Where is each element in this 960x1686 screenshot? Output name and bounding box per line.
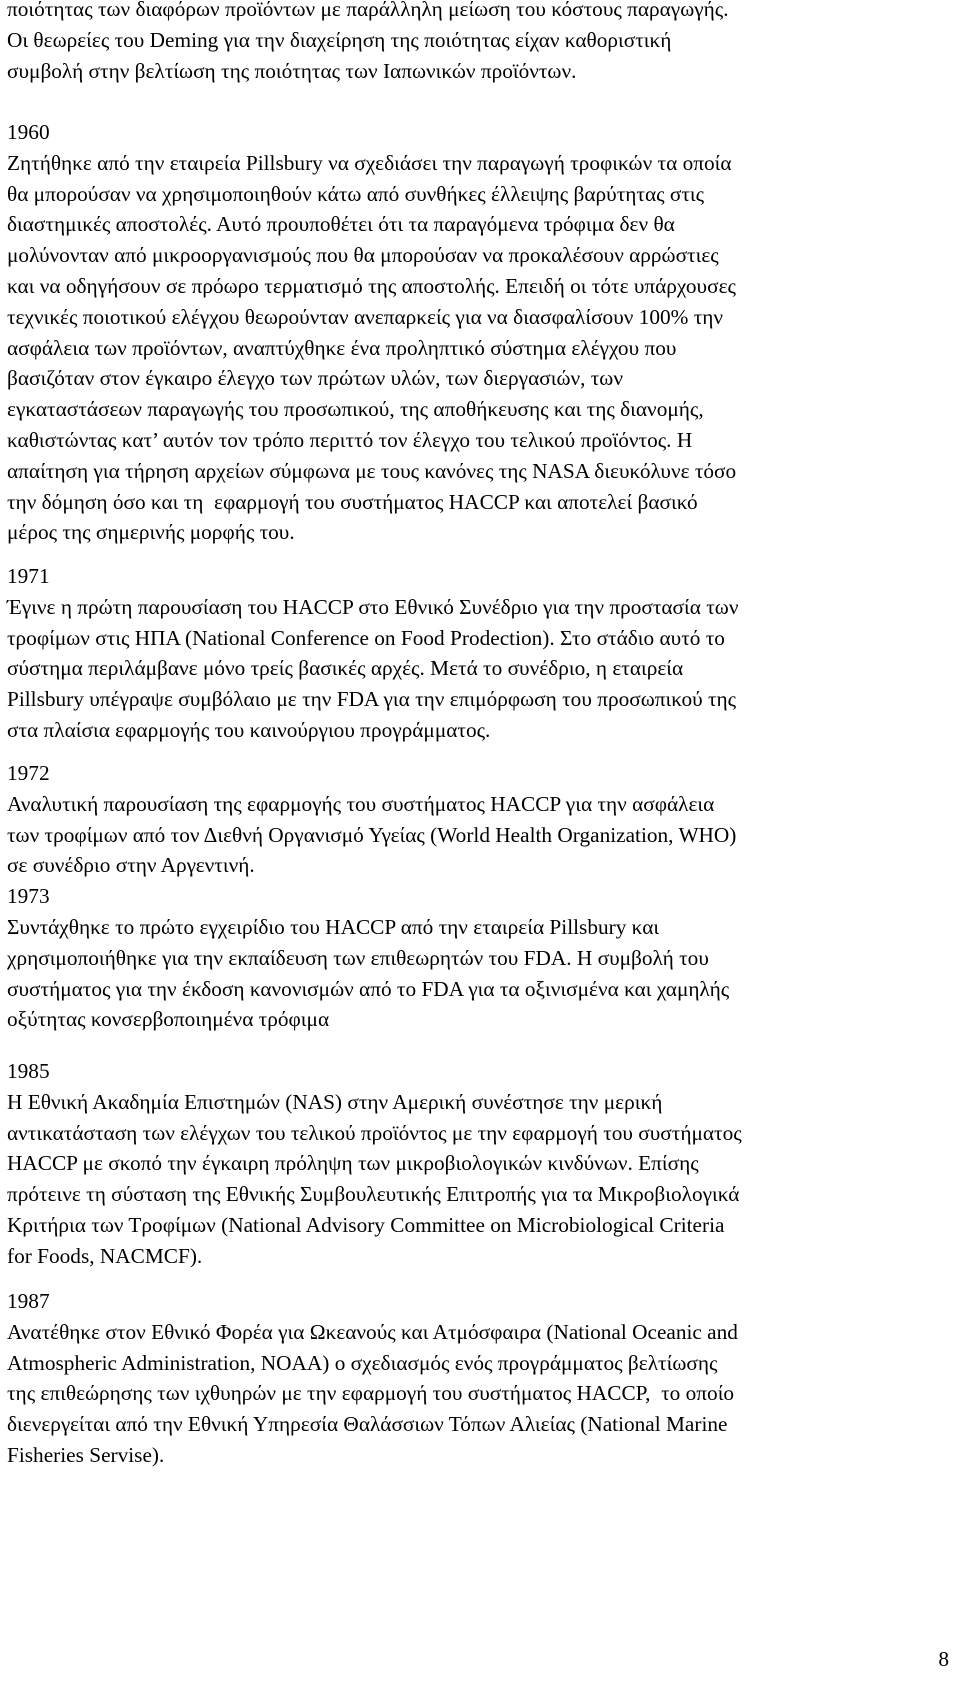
text-line: Αναλυτική παρουσίαση της εφαρμογής του συστήματος HACCP για την ασφάλεια — [7, 791, 715, 816]
text-line: στα πλαίσια εφαρμογής του καινούργιου προγράμματος. — [7, 717, 491, 742]
intro-paragraph — [7, 0, 729, 86]
text-line: μέρος της σημερινής μορφής του. — [7, 520, 295, 545]
text-line: συστήματος για την έκδοση κανονισμών από το FDA για τα οξινισμένα και χαμηλής — [7, 976, 730, 1001]
section-1972 — [7, 758, 736, 1035]
text-line: Έγινε η πρώτη παρουσίαση του HACCP στο Εθνικό Συνέδριο για την προστασία των — [7, 594, 739, 619]
text-line: ασφάλεια των προϊόντων, αναπτύχθηκε ένα προληπτικό σύστημα ελέγχου που — [7, 335, 677, 360]
text-line: HACCP με σκοπό την έγκαιρη πρόληψη των μικροβιολογικών κινδύνων. Επίσης — [7, 1151, 699, 1176]
text-line: for Foods, NACMCF). — [7, 1243, 203, 1268]
year-heading: 1960 — [7, 120, 50, 144]
text-line: απαίτηση για τήρηση αρχείων σύμφωνα με τους κανόνες της NASA διευκόλυνε τόσο — [7, 458, 737, 483]
text-line: πρότεινε τη σύσταση της Εθνικής Συμβουλευτικής Επιτροπής για τα Μικροβιολογικά — [7, 1182, 740, 1207]
text-line: χρησιμοποιήθηκε για την εκπαίδευση των επιθεωρητών του FDA. Η συμβολή του — [7, 945, 709, 970]
page-number: 8 — [938, 1647, 949, 1671]
text-line: Pillsbury υπέγραψε συμβόλαιο με την FDA για την επιμόρφωση του προσωπικού της — [7, 687, 737, 712]
text-line: Κριτήρια των Τροφίμων (National Advisory Committee on Microbiological Criteria — [7, 1212, 725, 1237]
year-heading: 1972 — [7, 761, 50, 785]
text-line: Οι θεωρείες του Deming για την διαχείρηση της ποιότητας είχαν καθοριστική — [7, 27, 672, 52]
text-line: αντικατάσταση των ελέγχων του τελικού προϊόντος με την εφαρμογή του συστήματος — [7, 1120, 742, 1145]
text-line: και να οδηγήσουν σε πρόωρο τερματισμό της αποστολής. Επειδή οι τότε υπάρχουσες — [7, 273, 736, 298]
text-line: Atmospheric Administration, NOAA) ο σχεδιασμός ενός προγράμματος βελτίωσης — [7, 1350, 718, 1375]
text-line: εγκαταστάσεων παραγωγής του προσωπικού, της αποθήκευσης και της διανομής, — [7, 397, 704, 422]
text-line: Ζητήθηκε από την εταιρεία Pillsbury να σχεδιάσει την παραγωγή τροφικών τα οποία — [7, 150, 732, 175]
text-line: Ανατέθηκε στον Εθνικό Φορέα για Ωκεανούς και Ατμόσφαιρα (National Oceanic and — [7, 1319, 738, 1344]
text-line: σύστημα περιλάμβανε μόνο τρείς βασικές αρχές. Μετά το συνέδριο, η εταιρεία — [7, 656, 684, 681]
text-line: διαστημικές αποστολές. Αυτό προυποθέτει ότι τα παραγόμενα τρόφιμα δεν θα — [7, 212, 675, 237]
text-line: ποιότητας των διαφόρων προϊόντων με παράλληλη μείωση του κόστους παραγωγής. — [7, 0, 729, 21]
section-1971 — [7, 561, 738, 746]
text-line: της επιθεώρησης των ιχθυηρών με την εφαρμογή του συστήματος HACCP, το οποίο — [7, 1381, 735, 1406]
year-heading: 1987 — [7, 1289, 50, 1313]
section-1987 — [7, 1286, 738, 1471]
text-line: τεχνικές ποιοτικού ελέγχου θεωρούνταν ανεπαρκείς για να διασφαλίσουν 100% την — [7, 304, 724, 329]
text-line: των τροφίμων από τον Διεθνή Οργανισμό Υγείας (World Health Organization, WHO) — [7, 822, 737, 847]
text-line: οξύτητας κονσερβοποιημένα τρόφιμα — [7, 1007, 330, 1032]
year-heading: 1973 — [7, 884, 50, 909]
text-line: θα μπορούσαν να χρησιμοποιηθούν κάτω από συνθήκες έλλειψης βαρύτητας στις — [7, 181, 705, 206]
year-heading: 1971 — [7, 564, 50, 588]
text-line: Fisheries Servise). — [7, 1442, 165, 1467]
year-heading: 1985 — [7, 1059, 50, 1083]
section-1985 — [7, 1056, 742, 1272]
text-line: τροφίμων στις ΗΠΑ (National Conference on Food Prodection). Στο στάδιο αυτό το — [7, 625, 725, 650]
text-line: Συντάχθηκε το πρώτο εγχειρίδιο του HACCP από την εταιρεία Pillsbury και — [7, 914, 660, 939]
text-line: Η Εθνική Ακαδημία Επιστημών (NAS) στην Αμερική συνέστησε την μερική — [7, 1089, 663, 1114]
text-line: καθιστώντας κατ’ αυτόν τον τρόπο περιττό τον έλεγχο του τελικού προϊόντος. Η — [7, 427, 693, 452]
text-line: σε συνέδριο στην Αργεντινή. — [7, 853, 255, 878]
text-line: συμβολή στην βελτίωση της ποιότητας των Ιαπωνικών προϊόντων. — [7, 58, 577, 83]
text-line: μολύνονταν από μικροοργανισμούς που θα μπορούσαν να προκαλέσουν αρρώστιες — [7, 243, 719, 268]
section-1960 — [7, 117, 736, 548]
text-line: διενεργείται από την Εθνική Υπηρεσία Θαλάσσιων Τόπων Αλιείας (National Marine — [7, 1412, 728, 1437]
text-line: την δόμηση όσο και τη εφαρμογή του συστήματος HACCP και αποτελεί βασικό — [7, 489, 698, 514]
text-line: βασιζόταν στον έγκαιρο έλεγχο των πρώτων υλών, των διεργασιών, των — [7, 366, 623, 391]
